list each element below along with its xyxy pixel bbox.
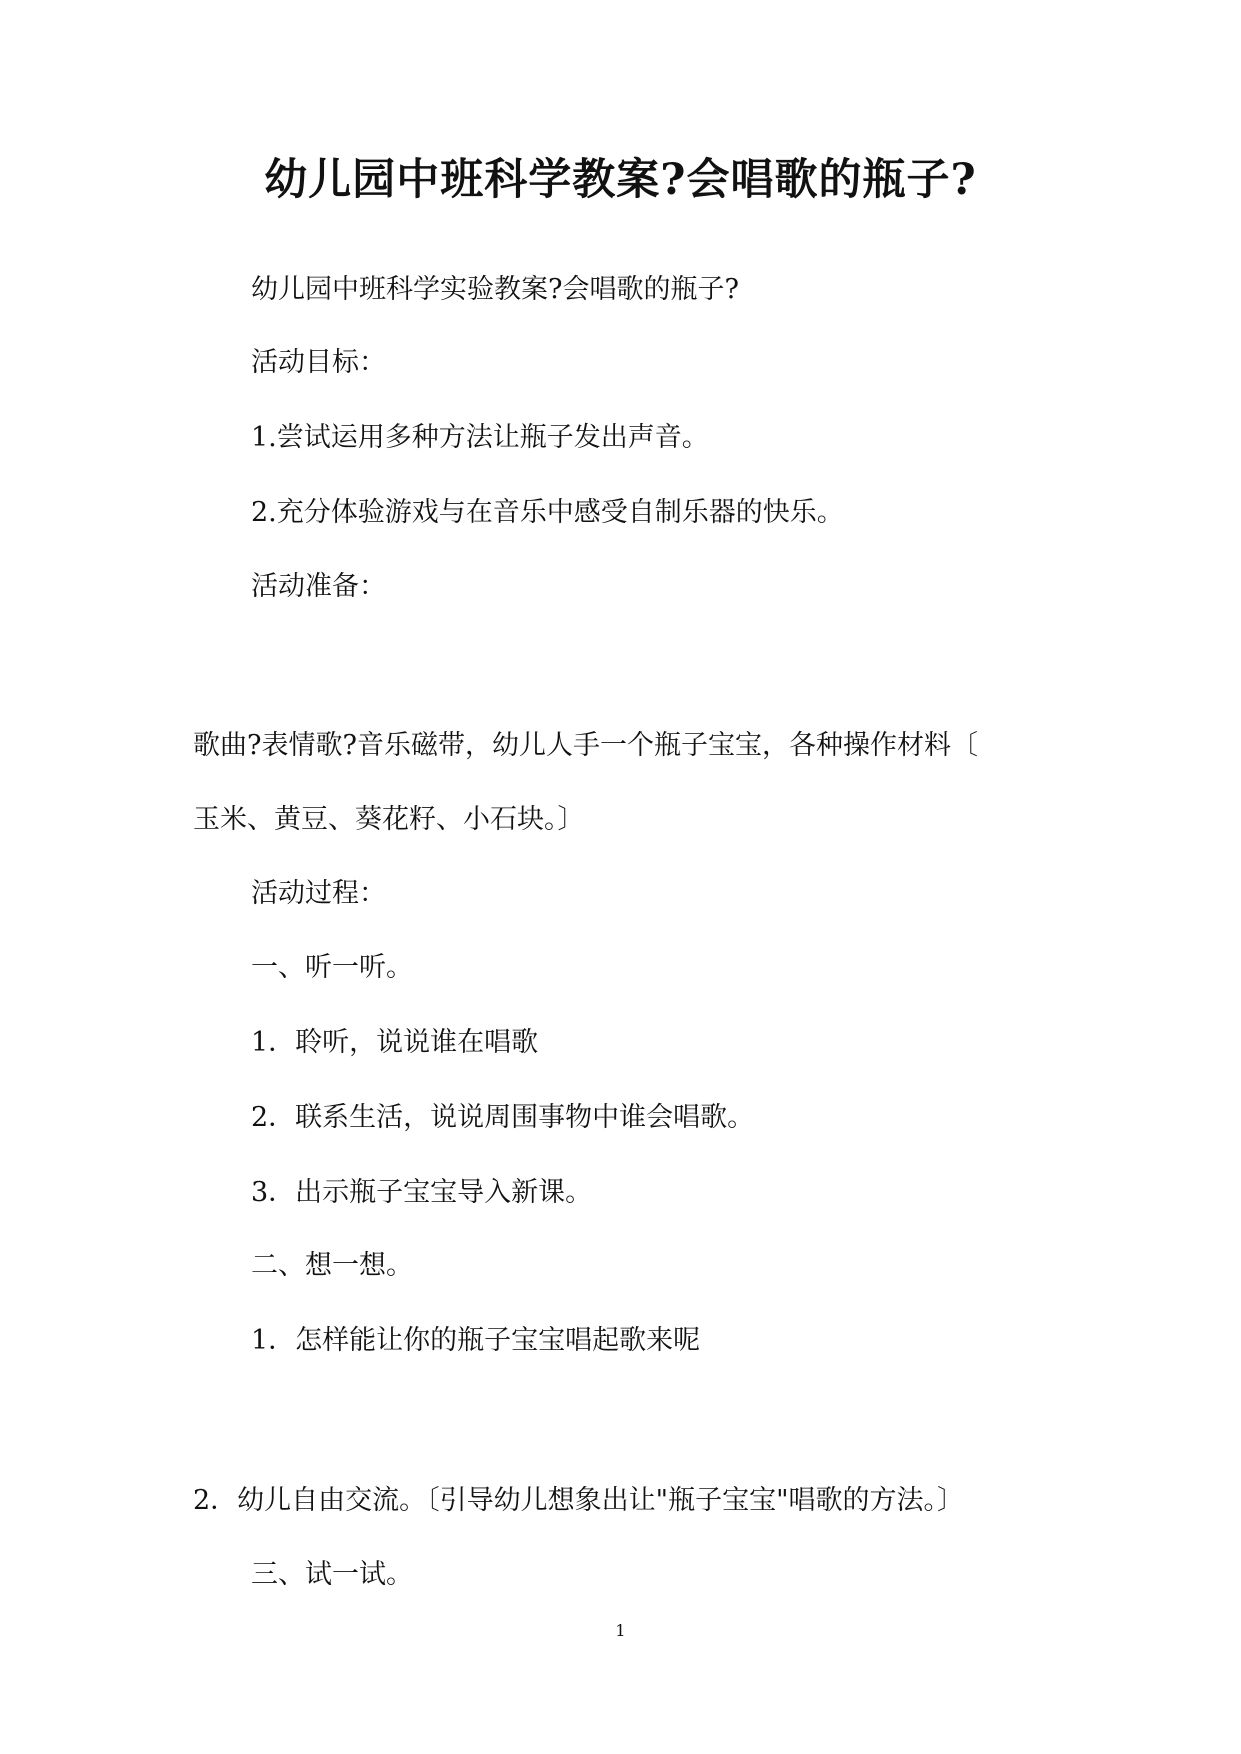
process-heading: 活动过程： <box>251 878 386 909</box>
listen-item-1: 1．聆听，说说谁在唱歌 <box>251 1027 539 1058</box>
think-item-1: 1．怎样能让你的瓶子宝宝唱起歌来呢 <box>251 1325 701 1356</box>
listen-item-2: 2．联系生活，说说周围事物中谁会唱歌。 <box>251 1102 755 1133</box>
think-item-2: 2．幼儿自由交流。〔引导幼儿想象出让"瓶子宝宝"唱歌的方法。〕 <box>193 1485 965 1516</box>
goal-item-1: 1.尝试运用多种方法让瓶子发出声音。 <box>251 422 709 453</box>
section-think-heading: 二、想一想。 <box>251 1250 413 1281</box>
subtitle-paragraph: 幼儿园中班科学实验教案?会唱歌的瓶子? <box>251 274 739 305</box>
section-listen-heading: 一、听一听。 <box>251 952 413 983</box>
listen-item-3: 3．出示瓶子宝宝导入新课。 <box>251 1177 593 1208</box>
section-try-heading: 三、试一试。 <box>251 1559 413 1590</box>
goals-heading: 活动目标： <box>251 347 386 378</box>
preparation-heading: 活动准备： <box>251 571 386 602</box>
preparation-text-line-1: 歌曲?表情歌?音乐磁带，幼儿人手一个瓶子宝宝，各种操作材料〔 <box>193 730 978 761</box>
preparation-text-line-2: 玉米、黄豆、葵花籽、小石块。〕 <box>193 804 585 835</box>
page-title: 幼儿园中班科学教案?会唱歌的瓶子? <box>264 155 977 205</box>
page-number: 1 <box>615 1621 626 1640</box>
goal-item-2: 2.充分体验游戏与在音乐中感受自制乐器的快乐。 <box>251 497 844 528</box>
